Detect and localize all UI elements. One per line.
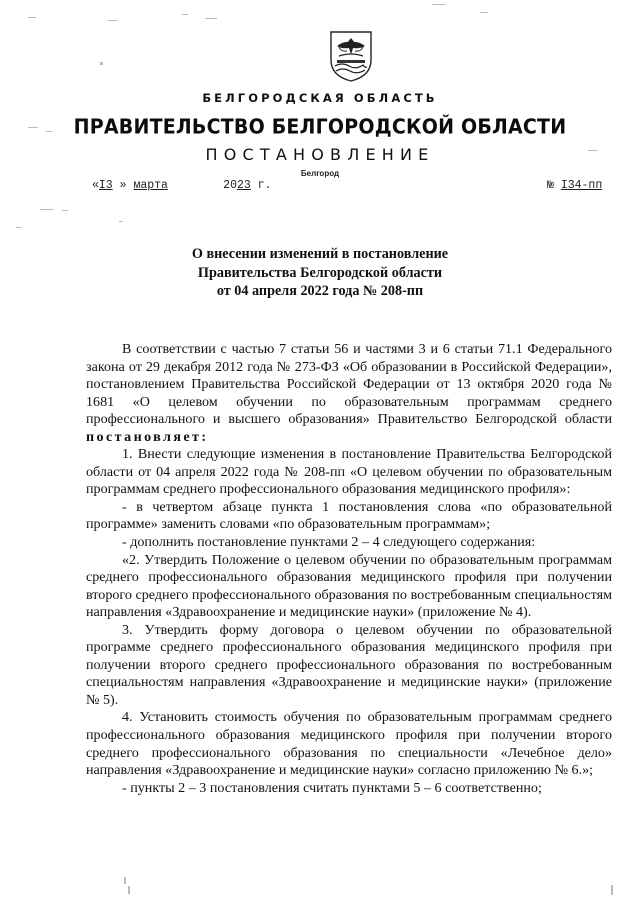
government-name: ПРАВИТЕЛЬСТВО БЕЛГОРОДСКОЙ ОБЛАСТИ (73, 115, 567, 139)
date-year-abbr: г. (257, 179, 272, 192)
document-title (0, 245, 640, 301)
number-value: I34-пп (560, 179, 603, 192)
body-paragraph: 3. Утвердить форму договора о целевом обучении по образовательной программе среднего профессионального образования медицинского профиля при получении второго среднего профессионального образования по востребованным специальностям направления «Здравоохранение и медицинские науки» (приложение № 5). (86, 621, 612, 708)
date-month: марта (133, 179, 168, 192)
title-line: Правительства Белгородской области (197, 264, 443, 281)
date-year-suffix: 23 (236, 179, 251, 192)
body-paragraph: - дополнить постановление пунктами 2 – 4 следующего содержания: (122, 534, 536, 551)
coat-of-arms-emblem (329, 30, 373, 82)
document-number (547, 179, 602, 192)
body-paragraph: 1. Внести следующие изменения в постановление Правительства Белгородской области от 04 апреля 2022 года № 208-пп «О целевом обучении по образовательным программам среднего профессионального образования медицинского профиля»: (86, 446, 612, 498)
preamble-text: В соответствии с частью 7 статьи 56 и частями 3 и 6 статьи 71.1 Федерального закона от 29 декабря 2012 года № 273-ФЗ «Об образовании в Российской Федерации», постановлением Правительства Российской Федерации от 13 октября 2020 года № 1681 «О целевом обучении по образовательным программам среднего профессионального и высшего образования» Правительство Белгородской области (86, 341, 612, 428)
date-open-quote: « (92, 179, 99, 192)
city-name: Белгород (300, 169, 340, 178)
document-type: ПОСТАНОВЛЕНИЕ (205, 145, 435, 164)
date-year-prefix: 20 (223, 179, 237, 192)
title-line: от 04 апреля 2022 года № 208-пп (216, 283, 424, 299)
title-line: О внесении изменений в постановление (191, 246, 449, 262)
document-body (86, 341, 612, 797)
number-sign: № (547, 179, 554, 192)
region-name: БЕЛГОРОДСКАЯ ОБЛАСТЬ (202, 91, 438, 105)
date-day: I3 (98, 179, 113, 192)
preamble-paragraph (86, 341, 612, 446)
body-paragraph: - в четвертом абзаце пункта 1 постановления слова «по образовательной программе» заменить словами «по образовательным программам»; (86, 498, 612, 533)
decree-keyword: постановляет: (86, 428, 209, 445)
date-close-quote: » (119, 179, 127, 192)
document-date (92, 179, 272, 192)
body-paragraph: 4. Установить стоимость обучения по образовательным программам среднего профессионального образования медицинского профиля при получении второго среднего профессионального образования по специальности «Лечебное дело» направления «Здравоохранение и медицинские науки» согласно приложению № 6.»; (86, 709, 612, 779)
body-paragraph: - пункты 2 – 3 постановления считать пунктами 5 – 6 соответственно; (122, 779, 542, 796)
body-paragraph: «2. Утвердить Положение о целевом обучении по образовательным программам среднего профессионального образования медицинского профиля при получении второго среднего профессионального образования по востребованным специальностям направления «Здравоохранение и медицинские науки» (приложение № 4). (86, 551, 612, 621)
